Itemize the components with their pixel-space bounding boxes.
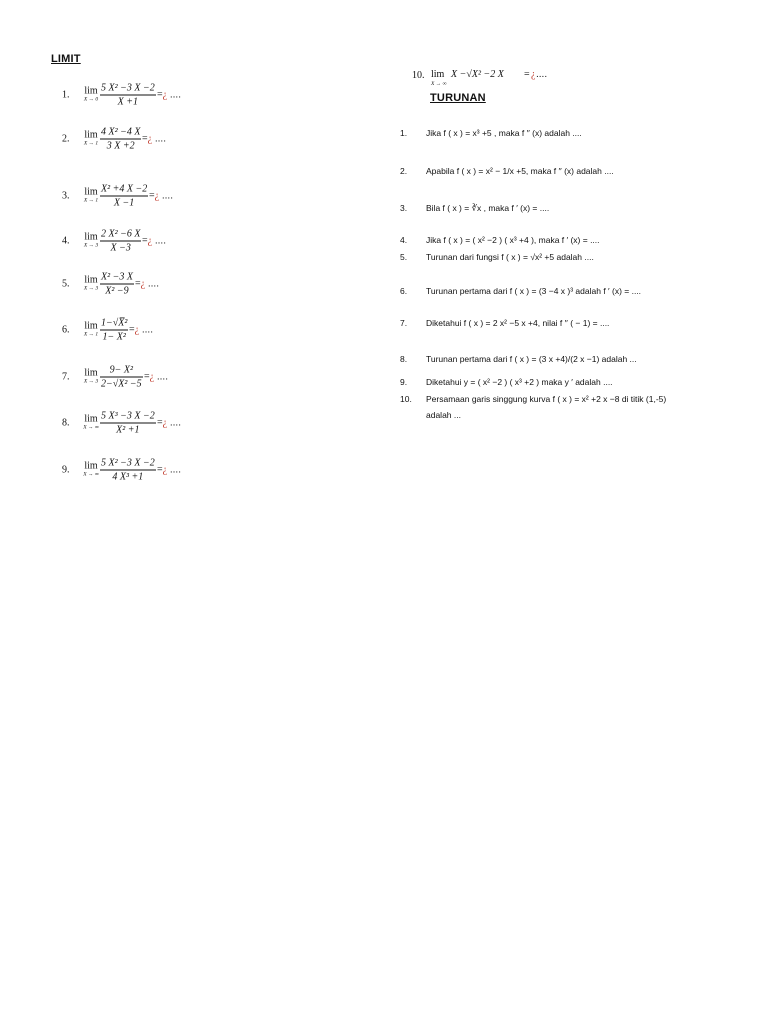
ellipsis: ....: [536, 69, 548, 80]
fraction: [100, 183, 148, 210]
lim-word: lim: [84, 85, 98, 97]
equals-sign: =: [157, 417, 163, 429]
turunan-item: [400, 128, 740, 140]
lim-subscript: X → 1: [83, 197, 99, 204]
fraction: [100, 457, 156, 484]
fraction: [100, 364, 143, 391]
question-text: Diketahui y = ( x² −2 ) ( x³ +2 ) maka y ′ adalah ....: [426, 377, 613, 387]
lim-subscript: X → 3: [83, 378, 99, 385]
lim-operator: [81, 276, 101, 293]
fraction: [100, 126, 141, 153]
numerator: 5 X³ −3 X −2: [101, 410, 155, 422]
ellipsis: ....: [159, 190, 173, 202]
question-text: Persamaan garis singgung kurva f ( x ) = x² +2 x −8 di titik (1,-5): [426, 394, 667, 404]
question-text: Diketahui f ( x ) = 2 x² −5 x +4, nilai f ′′ ( − 1) = ....: [426, 318, 610, 328]
answer-blank: [157, 418, 181, 429]
lim-word: lim: [84, 413, 98, 425]
lim-operator: [81, 415, 101, 432]
question-glyph: ¿: [154, 190, 160, 202]
limit-item: [62, 406, 222, 440]
lim-word: lim: [84, 367, 98, 379]
lim-operator: [81, 322, 101, 339]
turunan-heading: TURUNAN: [430, 92, 486, 104]
item-number: 8.: [62, 417, 70, 429]
question-text: Turunan pertama dari f ( x ) = (3 x +4)/(2 x −1) adalah ...: [426, 354, 637, 364]
item-number: 4.: [400, 235, 408, 245]
ellipsis: ....: [139, 324, 153, 336]
equals-sign: =: [142, 235, 148, 247]
ellipsis: ....: [167, 417, 181, 429]
answer-blank: [135, 279, 159, 290]
denominator: X −3: [110, 242, 131, 254]
lim-subscript: X → 0: [83, 96, 99, 103]
question-glyph: ¿: [147, 133, 153, 145]
item-number: 4.: [62, 235, 70, 247]
turunan-item: [400, 354, 740, 366]
answer-blank: [144, 372, 168, 383]
denominator: 2−√X² −5: [101, 378, 142, 390]
item-number: 5.: [62, 278, 70, 290]
lim-subscript: X → 3: [83, 285, 99, 292]
fraction: [100, 410, 156, 437]
turunan-item: [400, 166, 740, 178]
question-glyph: ¿: [162, 417, 168, 429]
equals-sign: =: [157, 464, 163, 476]
lim-word: lim: [84, 231, 98, 243]
lim-operator: [81, 87, 101, 104]
question-glyph: ¿: [134, 324, 140, 336]
item-number: 1.: [62, 89, 70, 101]
fraction: [100, 317, 128, 344]
denominator: 1− X²: [102, 331, 126, 343]
lim-word: lim: [431, 69, 445, 80]
turunan-item: [400, 318, 740, 330]
item-number: 9.: [400, 377, 408, 387]
lim-word: lim: [84, 129, 98, 141]
lim-subscript: X → ∞: [83, 424, 99, 431]
turunan-item: [400, 235, 740, 247]
lim-word: lim: [84, 320, 98, 332]
ellipsis: ....: [167, 89, 181, 101]
turunan-item: [400, 286, 740, 298]
limit-item: [62, 267, 222, 301]
question-glyph: ¿: [162, 464, 168, 476]
denominator: X² −9: [105, 285, 129, 297]
numerator: 5 X² −3 X −2: [101, 82, 155, 94]
equals-sign: =: [524, 69, 530, 80]
equals-sign: =: [142, 133, 148, 145]
item-number: 6.: [62, 324, 70, 336]
limit-expression: X −√X² −2 X: [451, 69, 504, 80]
limit-item: [62, 122, 222, 156]
numerator: 2 X² −6 X: [101, 228, 141, 240]
numerator: 4 X² −4 X: [101, 126, 141, 138]
numerator: X² −3 X: [101, 271, 133, 283]
question-text: Bila f ( x ) = ∛x , maka f ′ (x) = ....: [426, 203, 550, 213]
numerator: X² +4 X −2: [101, 183, 148, 195]
limit-item: [62, 78, 222, 112]
equals-sign: =: [149, 190, 155, 202]
item-number: 6.: [400, 286, 408, 296]
answer-blank: [142, 236, 166, 247]
lim-subscript: X → 3: [83, 242, 99, 249]
question-text: Apabila f ( x ) = x² − 1/x +5, maka f ′′ (x) adalah ....: [426, 166, 614, 176]
numerator: 5 X² −3 X −2: [101, 457, 155, 469]
turunan-item: [400, 410, 740, 422]
numerator: 1−√X̅²: [101, 317, 128, 329]
item-number: 2.: [62, 133, 70, 145]
limit-item: [62, 179, 222, 213]
item-number: 7.: [62, 371, 70, 383]
item-number: 10.: [400, 394, 412, 404]
fraction: [100, 82, 156, 109]
lim-operator: [81, 369, 101, 386]
limit-item-10: [412, 66, 592, 90]
answer-blank: [129, 325, 153, 336]
lim-subscript: X → ∞: [83, 471, 99, 478]
item-number: 5.: [400, 252, 408, 262]
denominator: X +1: [117, 96, 139, 108]
question-glyph: ¿: [147, 235, 153, 247]
ellipsis: ....: [152, 133, 166, 145]
lim-subscript: X → ∞: [431, 81, 447, 87]
equals-sign: =: [144, 371, 150, 383]
answer-blank: [157, 90, 181, 101]
question-text: Turunan pertama dari f ( x ) = (3 −4 x )³ adalah f ′ (x) = ....: [426, 286, 642, 296]
item-number: 2.: [400, 166, 408, 176]
denominator: X −1: [113, 197, 135, 209]
item-number: 3.: [62, 190, 70, 202]
lim-operator: [81, 131, 101, 148]
turunan-item: [400, 252, 740, 264]
limit-item: [62, 360, 222, 394]
lim-word: lim: [84, 460, 98, 472]
lim-operator: [81, 188, 101, 205]
item-number: 8.: [400, 354, 408, 364]
answer-blank: [142, 134, 166, 145]
question-text: Turunan dari fungsi f ( x ) = √x² +5 adalah ....: [426, 252, 594, 262]
lim-word: lim: [84, 186, 98, 198]
turunan-item: [400, 203, 740, 215]
equals-sign: =: [129, 324, 135, 336]
lim-operator: [81, 462, 101, 479]
ellipsis: ....: [167, 464, 181, 476]
denominator: X² +1: [116, 424, 140, 436]
question-glyph: ¿: [140, 278, 146, 290]
ellipsis: ....: [152, 235, 166, 247]
denominator: 3 X +2: [106, 140, 135, 152]
answer-blank: [157, 465, 181, 476]
question-glyph: ¿: [149, 371, 155, 383]
lim-word: lim: [84, 274, 98, 286]
item-number: 10.: [412, 70, 425, 81]
turunan-item: [400, 394, 740, 406]
turunan-item: [400, 377, 740, 389]
lim-subscript: X → 1: [83, 331, 99, 338]
lim-operator: [81, 233, 101, 250]
item-number: 1.: [400, 128, 408, 138]
question-text: adalah ...: [426, 410, 461, 420]
denominator: 4 X³ +1: [112, 471, 144, 483]
fraction: [100, 271, 134, 298]
limit-item: [62, 453, 222, 487]
limit-heading: LIMIT: [51, 53, 81, 65]
item-number: 9.: [62, 464, 70, 476]
equals-sign: =: [135, 278, 141, 290]
item-number: 7.: [400, 318, 408, 328]
question-glyph: ¿: [531, 69, 536, 80]
fraction: [100, 228, 141, 255]
answer-blank: [149, 191, 173, 202]
ellipsis: ....: [145, 278, 159, 290]
numerator: 9− X²: [109, 364, 133, 376]
question-text: Jika f ( x ) = x³ +5 , maka f ′′ (x) adalah ....: [426, 128, 582, 138]
limit-item: [62, 224, 222, 258]
item-number: 3.: [400, 203, 408, 213]
equals-sign: =: [157, 89, 163, 101]
lim-subscript: X → 1: [83, 140, 99, 147]
question-text: Jika f ( x ) = ( x² −2 ) ( x³ +4 ), maka f ′ (x) = ....: [426, 235, 600, 245]
question-glyph: ¿: [162, 89, 168, 101]
limit-item: [62, 313, 222, 347]
ellipsis: ....: [154, 371, 168, 383]
